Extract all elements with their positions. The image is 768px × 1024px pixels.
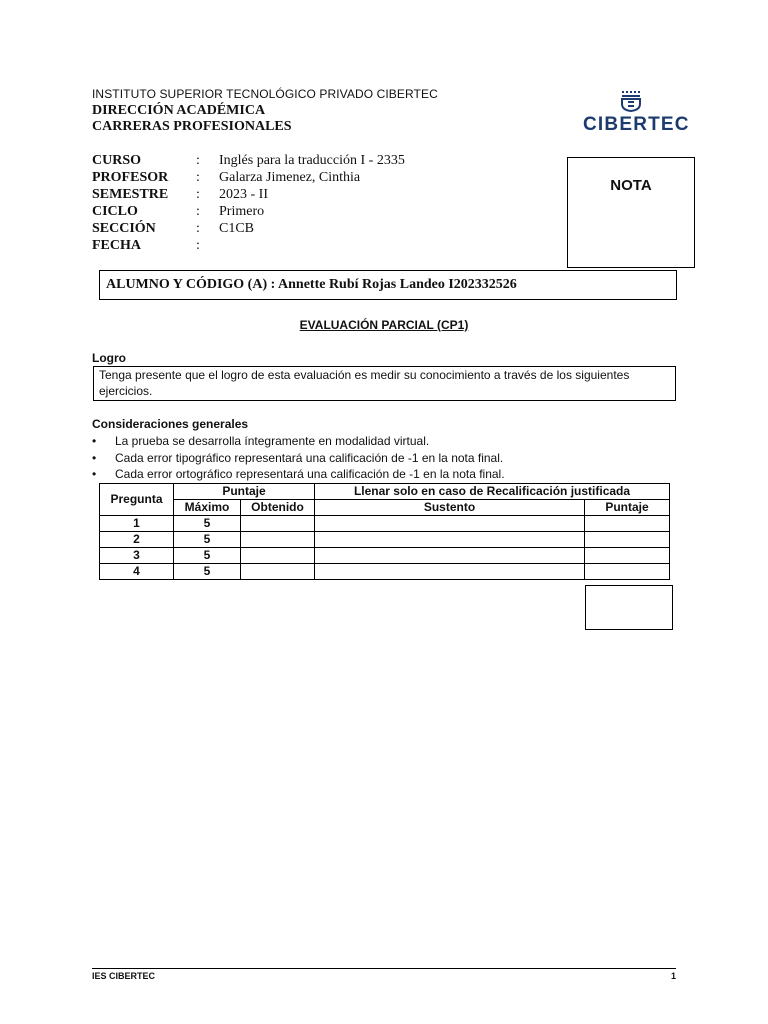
bullet-icon: • — [92, 434, 97, 448]
info-colon: : — [196, 238, 200, 253]
consideration-text: Cada error ortográfico representará una calificación de -1 en la nota final. — [115, 467, 505, 481]
info-colon: : — [196, 170, 200, 185]
obtained-score — [241, 548, 315, 564]
consideration-text: La prueba se desarrolla íntegramente en modalidad virtual. — [115, 434, 430, 448]
careers-title: CARRERAS PROFESIONALES — [92, 119, 292, 134]
obtained-score — [241, 516, 315, 532]
considerations-label: Consideraciones generales — [92, 417, 249, 431]
header-recalificacion: Llenar solo en caso de Recalificación justificada — [315, 484, 670, 500]
info-label: PROFESOR — [92, 170, 169, 185]
footer-divider — [92, 968, 676, 969]
grade-label: NOTA — [610, 177, 652, 194]
info-label: CURSO — [92, 153, 142, 168]
info-label: SECCIÓN — [92, 221, 156, 236]
header-pregunta: Pregunta — [100, 484, 174, 516]
justification-cell — [315, 532, 585, 548]
table-row — [100, 532, 670, 548]
info-colon: : — [196, 153, 200, 168]
table-row — [100, 564, 670, 580]
info-colon: : — [196, 221, 200, 236]
info-value: Galarza Jimenez, Cinthia — [219, 170, 361, 185]
header-obtenido: Obtenido — [241, 500, 315, 516]
recal-score — [585, 532, 670, 548]
info-colon: : — [196, 204, 200, 219]
logo-wordmark: CIBERTEC — [583, 114, 690, 135]
justification-cell — [315, 564, 585, 580]
max-score: 5 — [174, 548, 241, 564]
table-header-row — [100, 484, 670, 500]
logro-text: Tenga presente que el logro de esta evaluación es medir su conocimiento a través de los siguientes ejercicios. — [99, 368, 630, 398]
footer-institution: IES CIBERTEC — [92, 971, 156, 981]
obtained-score — [241, 532, 315, 548]
header-sustento: Sustento — [315, 500, 585, 516]
max-score: 5 — [174, 516, 241, 532]
header-puntaje: Puntaje — [174, 484, 315, 500]
page-number: 1 — [670, 971, 676, 981]
bullet-icon: • — [92, 467, 97, 481]
max-score: 5 — [174, 532, 241, 548]
table-row — [100, 516, 670, 532]
logro-label: Logro — [92, 351, 126, 365]
cibertec-shield-icon — [620, 90, 642, 112]
info-label: SEMESTRE — [92, 187, 169, 202]
header-maximo: Máximo — [174, 500, 241, 516]
recal-score — [585, 564, 670, 580]
info-value: Inglés para la traducción I - 2335 — [219, 153, 405, 168]
question-number: 4 — [100, 564, 174, 580]
header-puntaje-recal: Puntaje — [585, 500, 670, 516]
question-number: 1 — [100, 516, 174, 532]
recal-score — [585, 516, 670, 532]
info-label: CICLO — [92, 204, 138, 219]
info-label: FECHA — [92, 238, 141, 253]
info-value: Primero — [219, 204, 265, 219]
info-value: 2023 - II — [219, 187, 268, 202]
table-row — [100, 548, 670, 564]
grades-table — [99, 483, 670, 580]
cibertec-logo — [582, 90, 690, 135]
info-colon: : — [196, 187, 200, 202]
bullet-icon: • — [92, 451, 97, 465]
max-score: 5 — [174, 564, 241, 580]
obtained-score — [241, 564, 315, 580]
justification-cell — [315, 516, 585, 532]
info-value: C1CB — [219, 221, 255, 236]
institute-name: INSTITUTO SUPERIOR TECNOLÓGICO PRIVADO CIBERTEC — [92, 87, 438, 101]
student-name-code: ALUMNO Y CÓDIGO (A) : Annette Rubí Rojas Landeo I202332526 — [106, 277, 517, 292]
logro-box — [93, 366, 676, 401]
evaluation-title: EVALUACIÓN PARCIAL (CP1) — [299, 318, 469, 332]
total-recal-box — [585, 585, 673, 630]
justification-cell — [315, 548, 585, 564]
student-box — [99, 270, 677, 300]
question-number: 3 — [100, 548, 174, 564]
grade-box — [567, 157, 695, 268]
recal-score — [585, 548, 670, 564]
question-number: 2 — [100, 532, 174, 548]
consideration-text: Cada error tipográfico representará una calificación de -1 en la nota final. — [115, 451, 504, 465]
table-subheader-row — [100, 500, 670, 516]
direction-title: DIRECCIÓN ACADÉMICA — [92, 103, 266, 118]
